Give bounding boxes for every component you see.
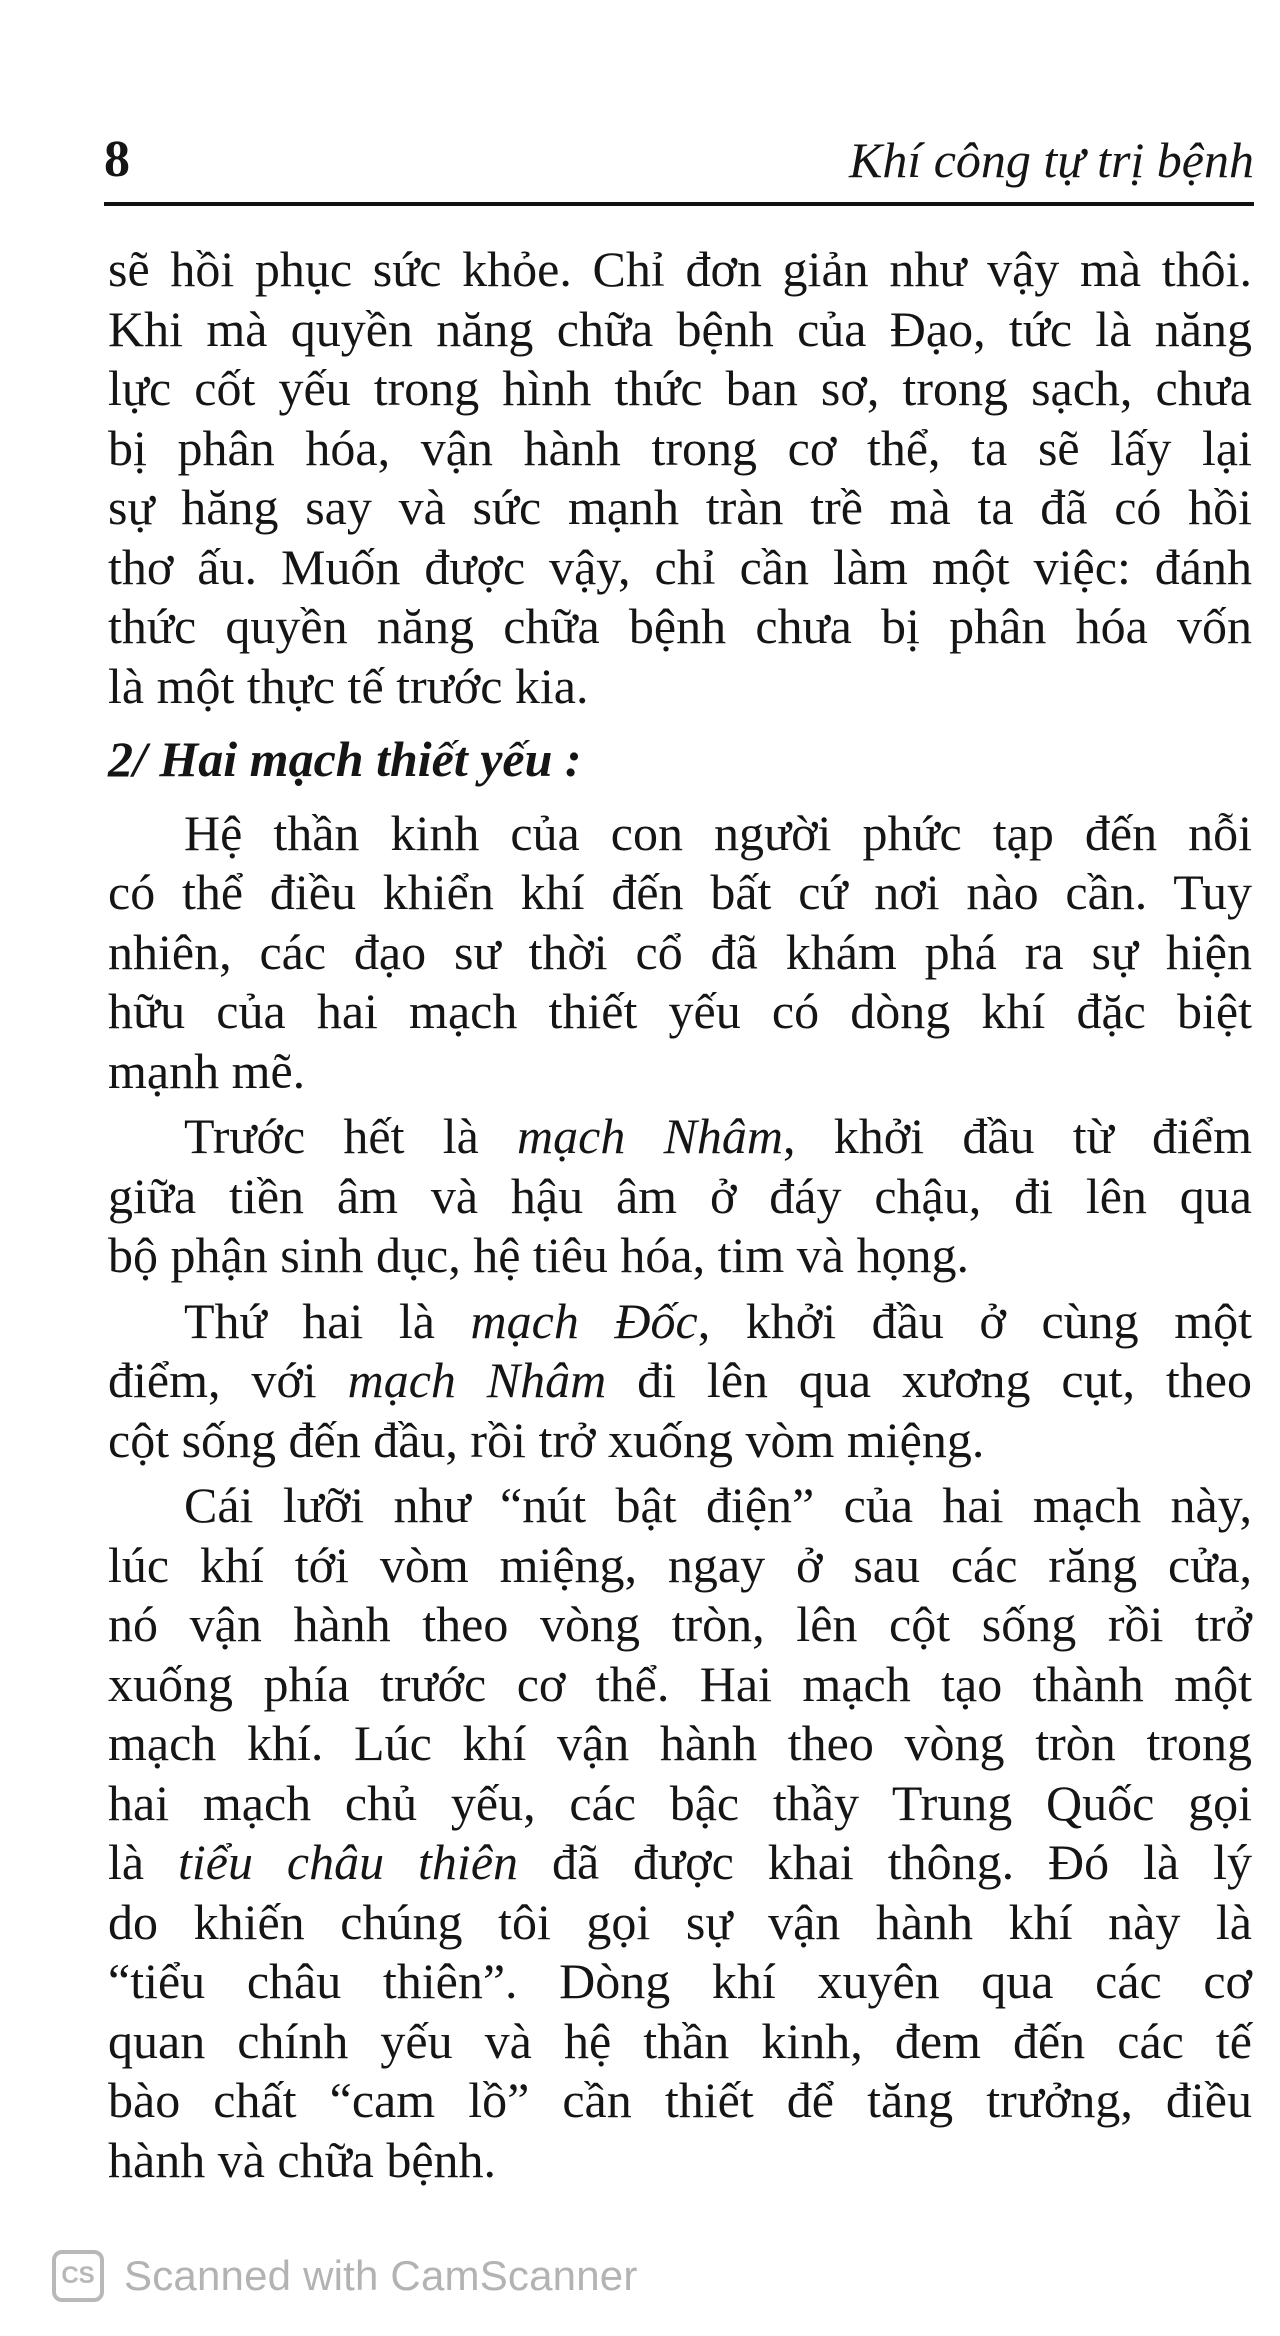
text-run: Thứ hai là [184,1292,471,1349]
paragraph-4 [108,1292,1252,1471]
text-line: bộ phận sinh dục, hệ tiêu hóa, tim và họng. [108,1227,969,1283]
text-run: đã được khai thông. Đó là lý [518,1834,1252,1890]
page-header [104,120,1254,200]
running-title: Khí công tự trị bệnh [848,132,1254,188]
text-line: sự hăng say và sức mạnh tràn trề mà ta đã có hồi [108,479,1252,535]
italic-term: tiểu châu thiên [178,1834,519,1890]
text-line: Hệ thần kinh của con người phức tạp đến nỗi [184,804,1252,861]
header-rule [104,202,1254,206]
paragraph-1 [108,240,1252,716]
text-line: bị phân hóa, vận hành trong cơ thể, ta sẽ lấy lại [108,419,1252,476]
text-line: quan chính yếu và hệ thần kinh, đem đến các tế [108,2012,1252,2069]
camscanner-watermark [52,2246,638,2306]
text-run: , khởi đầu ở cùng một [697,1292,1252,1349]
text-line: nhiên, các đạo sư thời cổ đã khám phá ra sự hiện [108,923,1252,980]
text-run: điểm, với [108,1352,348,1408]
text-line: mạch khí. Lúc khí vận hành theo vòng tròn trong [108,1715,1252,1771]
text-line: có thể điều khiển khí đến bất cứ nơi nào cần. Tuy [108,864,1252,920]
text-line: thơ ấu. Muốn được vậy, chỉ cần làm một việc: đánh [108,538,1252,595]
page-number: 8 [104,131,130,188]
text-line [108,1292,1252,1352]
text-line: nó vận hành theo vòng tròn, lên cột sống rồi trở [108,1596,1252,1652]
italic-term: mạch Đốc [470,1292,698,1349]
paragraph-2 [108,804,1252,1102]
text-line: sẽ hồi phục sức khỏe. Chỉ đơn giản như vậy mà thôi. [108,241,1252,297]
text-run: , khởi đầu từ điểm [783,1108,1252,1164]
text-line: do khiến chúng tôi gọi sự vận hành khí này là [108,1893,1252,1950]
italic-term: mạch Nhâm [347,1352,607,1408]
text-line: bào chất “cam lồ” cần thiết để tăng trưởng, điều [108,2072,1252,2128]
watermark-text: Scanned with CamScanner [124,2252,638,2299]
text-line: cột sống đến đầu, rồi trở xuống vòm miệng. [108,1411,985,1468]
text-line: Khi mà quyền năng chữa bệnh của Đạo, tức là năng [108,300,1252,357]
text-line: “tiểu châu thiên”. Dòng khí xuyên qua các cơ [108,1953,1252,2009]
body-text [108,240,1252,2190]
text-line: hữu của hai mạch thiết yếu có dòng khí đặc biệt [108,983,1252,1039]
camscanner-logo-icon: CS [52,2250,104,2302]
text-line [108,1351,1252,1411]
italic-term: mạch Nhâm [517,1108,784,1164]
section-heading: 2/ Hai mạch thiết yếu : [108,731,582,787]
text-run: đi lên qua xương cụt, theo [606,1352,1252,1408]
paragraph-3 [108,1107,1252,1286]
text-line: giữa tiền âm và hậu âm ở đáy chậu, đi lên qua [108,1167,1252,1224]
text-line: hai mạch chủ yếu, các bậc thầy Trung Quốc gọi [108,1774,1252,1831]
text-run: là [108,1834,179,1890]
text-line: mạnh mẽ. [108,1042,306,1099]
text-line: lúc khí tới vòm miệng, ngay ở sau các răng cửa, [108,1536,1252,1593]
text-line: hành và chữa bệnh. [108,2131,497,2188]
text-line [108,1833,1252,1893]
text-line: Cái lưỡi như “nút bật điện” của hai mạch này, [184,1477,1252,1533]
text-line: xuống phía trước cơ thể. Hai mạch tạo thành một [108,1655,1252,1712]
paragraph-5 [108,1476,1252,2190]
text-line: là một thực tế trước kia. [108,657,589,714]
text-line: lực cốt yếu trong hình thức ban sơ, trong sạch, chưa [108,360,1252,416]
text-run: Trước hết là [184,1108,518,1164]
text-line: thức quyền năng chữa bệnh chưa bị phân hóa vốn [108,598,1252,654]
text-line [108,1107,1252,1167]
